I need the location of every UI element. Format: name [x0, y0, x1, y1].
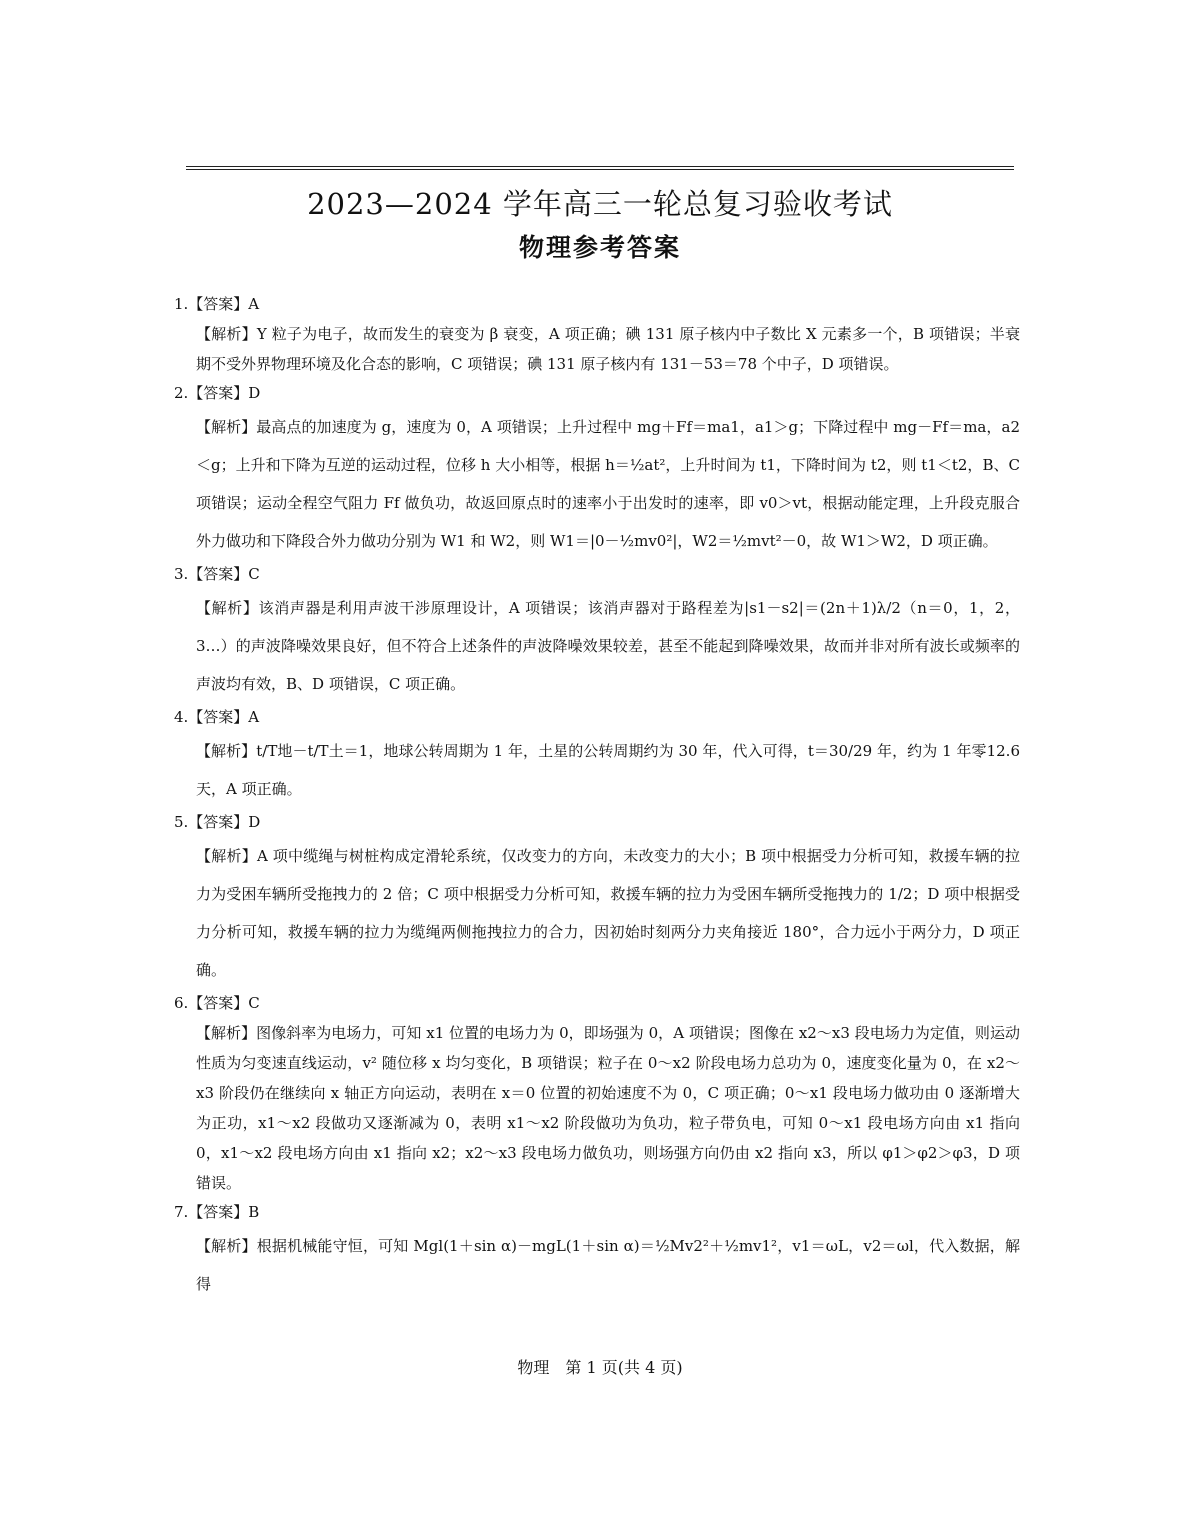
- top-rule-2: [186, 169, 1014, 170]
- page-footer: 物理 第 1 页(共 4 页): [517, 1358, 683, 1377]
- explanation-text: 【解析】该消声器是利用声波干涉原理设计，A 项错误；该消声器对于路程差为|s1－s2|＝(2n＋1)λ/2（n＝0，1，2，3…）的声波降噪效果良好，但不符合上述条件的声波降噪效果较差，甚至不能起到降噪效果，故而并非对所有波长或频率的声波均有效，B、D 项错误，C 项正确。: [196, 599, 1020, 693]
- explanation-text: 【解析】A 项中缆绳与树桩构成定滑轮系统，仅改变力的方向，未改变力的大小；B 项中根据受力分析可知，救援车辆的拉力为受困车辆所受拖拽力的 2 倍；C 项中根据受力分析可知，救援车辆的拉力为受困车辆所受拖拽力的 1/2；D 项中根据受力分析可知，救援车辆的拉力为缆绳两侧拖拽拉力的合力，因初始时刻两分力夹角接近 180°，合力远小于两分力，D 项正确。: [196, 847, 1020, 979]
- page-subtitle: 物理参考答案: [518, 233, 681, 262]
- answer-label: 3.【答案】C: [174, 565, 260, 583]
- answer-list: [174, 290, 1020, 1303]
- answer-label: 4.【答案】A: [174, 708, 260, 726]
- explanation-text: 【解析】最高点的加速度为 g，速度为 0，A 项错误；上升过程中 mg＋Ff＝ma1，a1＞g；下降过程中 mg－Ff＝ma，a2＜g；上升和下降为互逆的运动过程，位移 h 大小相等，根据 h＝½at²，上升时间为 t1，下降时间为 t2，则 t1＜t2，B、C 项错误；运动全程空气阻力 Ff 做负功，故返回原点时的速率小于出发时的速率，即 v0＞vt，根据动能定理，上升段克服合外力做功和下降段合外力做功分别为 W1 和 W2，则 W1＝|0－½mv0²|，W2＝½mvt²－0，故 W1＞W2，D 项正确。: [196, 418, 1020, 550]
- question-6: [174, 989, 1020, 1198]
- answer-label: 1.【答案】A: [174, 295, 260, 313]
- answer-label: 2.【答案】D: [174, 384, 261, 402]
- question-5: [174, 808, 1020, 989]
- question-2: [174, 379, 1020, 560]
- explanation-text: 【解析】图像斜率为电场力，可知 x1 位置的电场力为 0，即场强为 0，A 项错误；图像在 x2～x3 段电场力为定值，则运动性质为匀变速直线运动，v² 随位移 x 均匀变化，B 项错误；粒子在 0～x2 阶段电场力总功为 0，速度变化量为 0，在 x2～x3 阶段仍在继续向 x 轴正方向运动，表明在 x＝0 位置的初始速度不为 0，C 项正确；0～x1 段电场力做功由 0 逐渐增大为正功，x1～x2 段做功又逐渐减为 0，表明 x1～x2 阶段做功为负功，粒子带负电，可知 0～x1 段电场方向由 x1 指向 0，x1～x2 段电场方向由 x1 指向 x2；x2～x3 段电场力做负功，则场强方向仍由 x2 指向 x3，所以 φ1＞φ2＞φ3，D 项错误。: [196, 1024, 1020, 1192]
- top-rule-1: [186, 166, 1014, 167]
- answer-label: 5.【答案】D: [174, 813, 261, 831]
- question-7: [174, 1198, 1020, 1303]
- question-3: [174, 560, 1020, 703]
- answer-label: 7.【答案】B: [174, 1203, 260, 1221]
- answer-label: 6.【答案】C: [174, 994, 260, 1012]
- explanation-text: 【解析】t/T地－t/T土＝1，地球公转周期为 1 年，土星的公转周期约为 30 年，代入可得，t＝30/29 年，约为 1 年零12.6 天，A 项正确。: [196, 742, 1020, 798]
- page-title: 2023—2024 学年高三一轮总复习验收考试: [307, 187, 893, 221]
- question-4: [174, 703, 1020, 808]
- question-1: [174, 290, 1020, 379]
- explanation-text: 【解析】根据机械能守恒，可知 Mgl(1＋sin α)－mgL(1＋sin α)＝½Mv2²＋½mv1²，v1＝ωL，v2＝ωl，代入数据，解得: [196, 1237, 1020, 1293]
- explanation-text: 【解析】Y 粒子为电子，故而发生的衰变为 β 衰变，A 项正确；碘 131 原子核内中子数比 X 元素多一个，B 项错误；半衰期不受外界物理环境及化合态的影响，C 项错误；碘 131 原子核内有 131－53＝78 个中子，D 项错误。: [196, 325, 1021, 373]
